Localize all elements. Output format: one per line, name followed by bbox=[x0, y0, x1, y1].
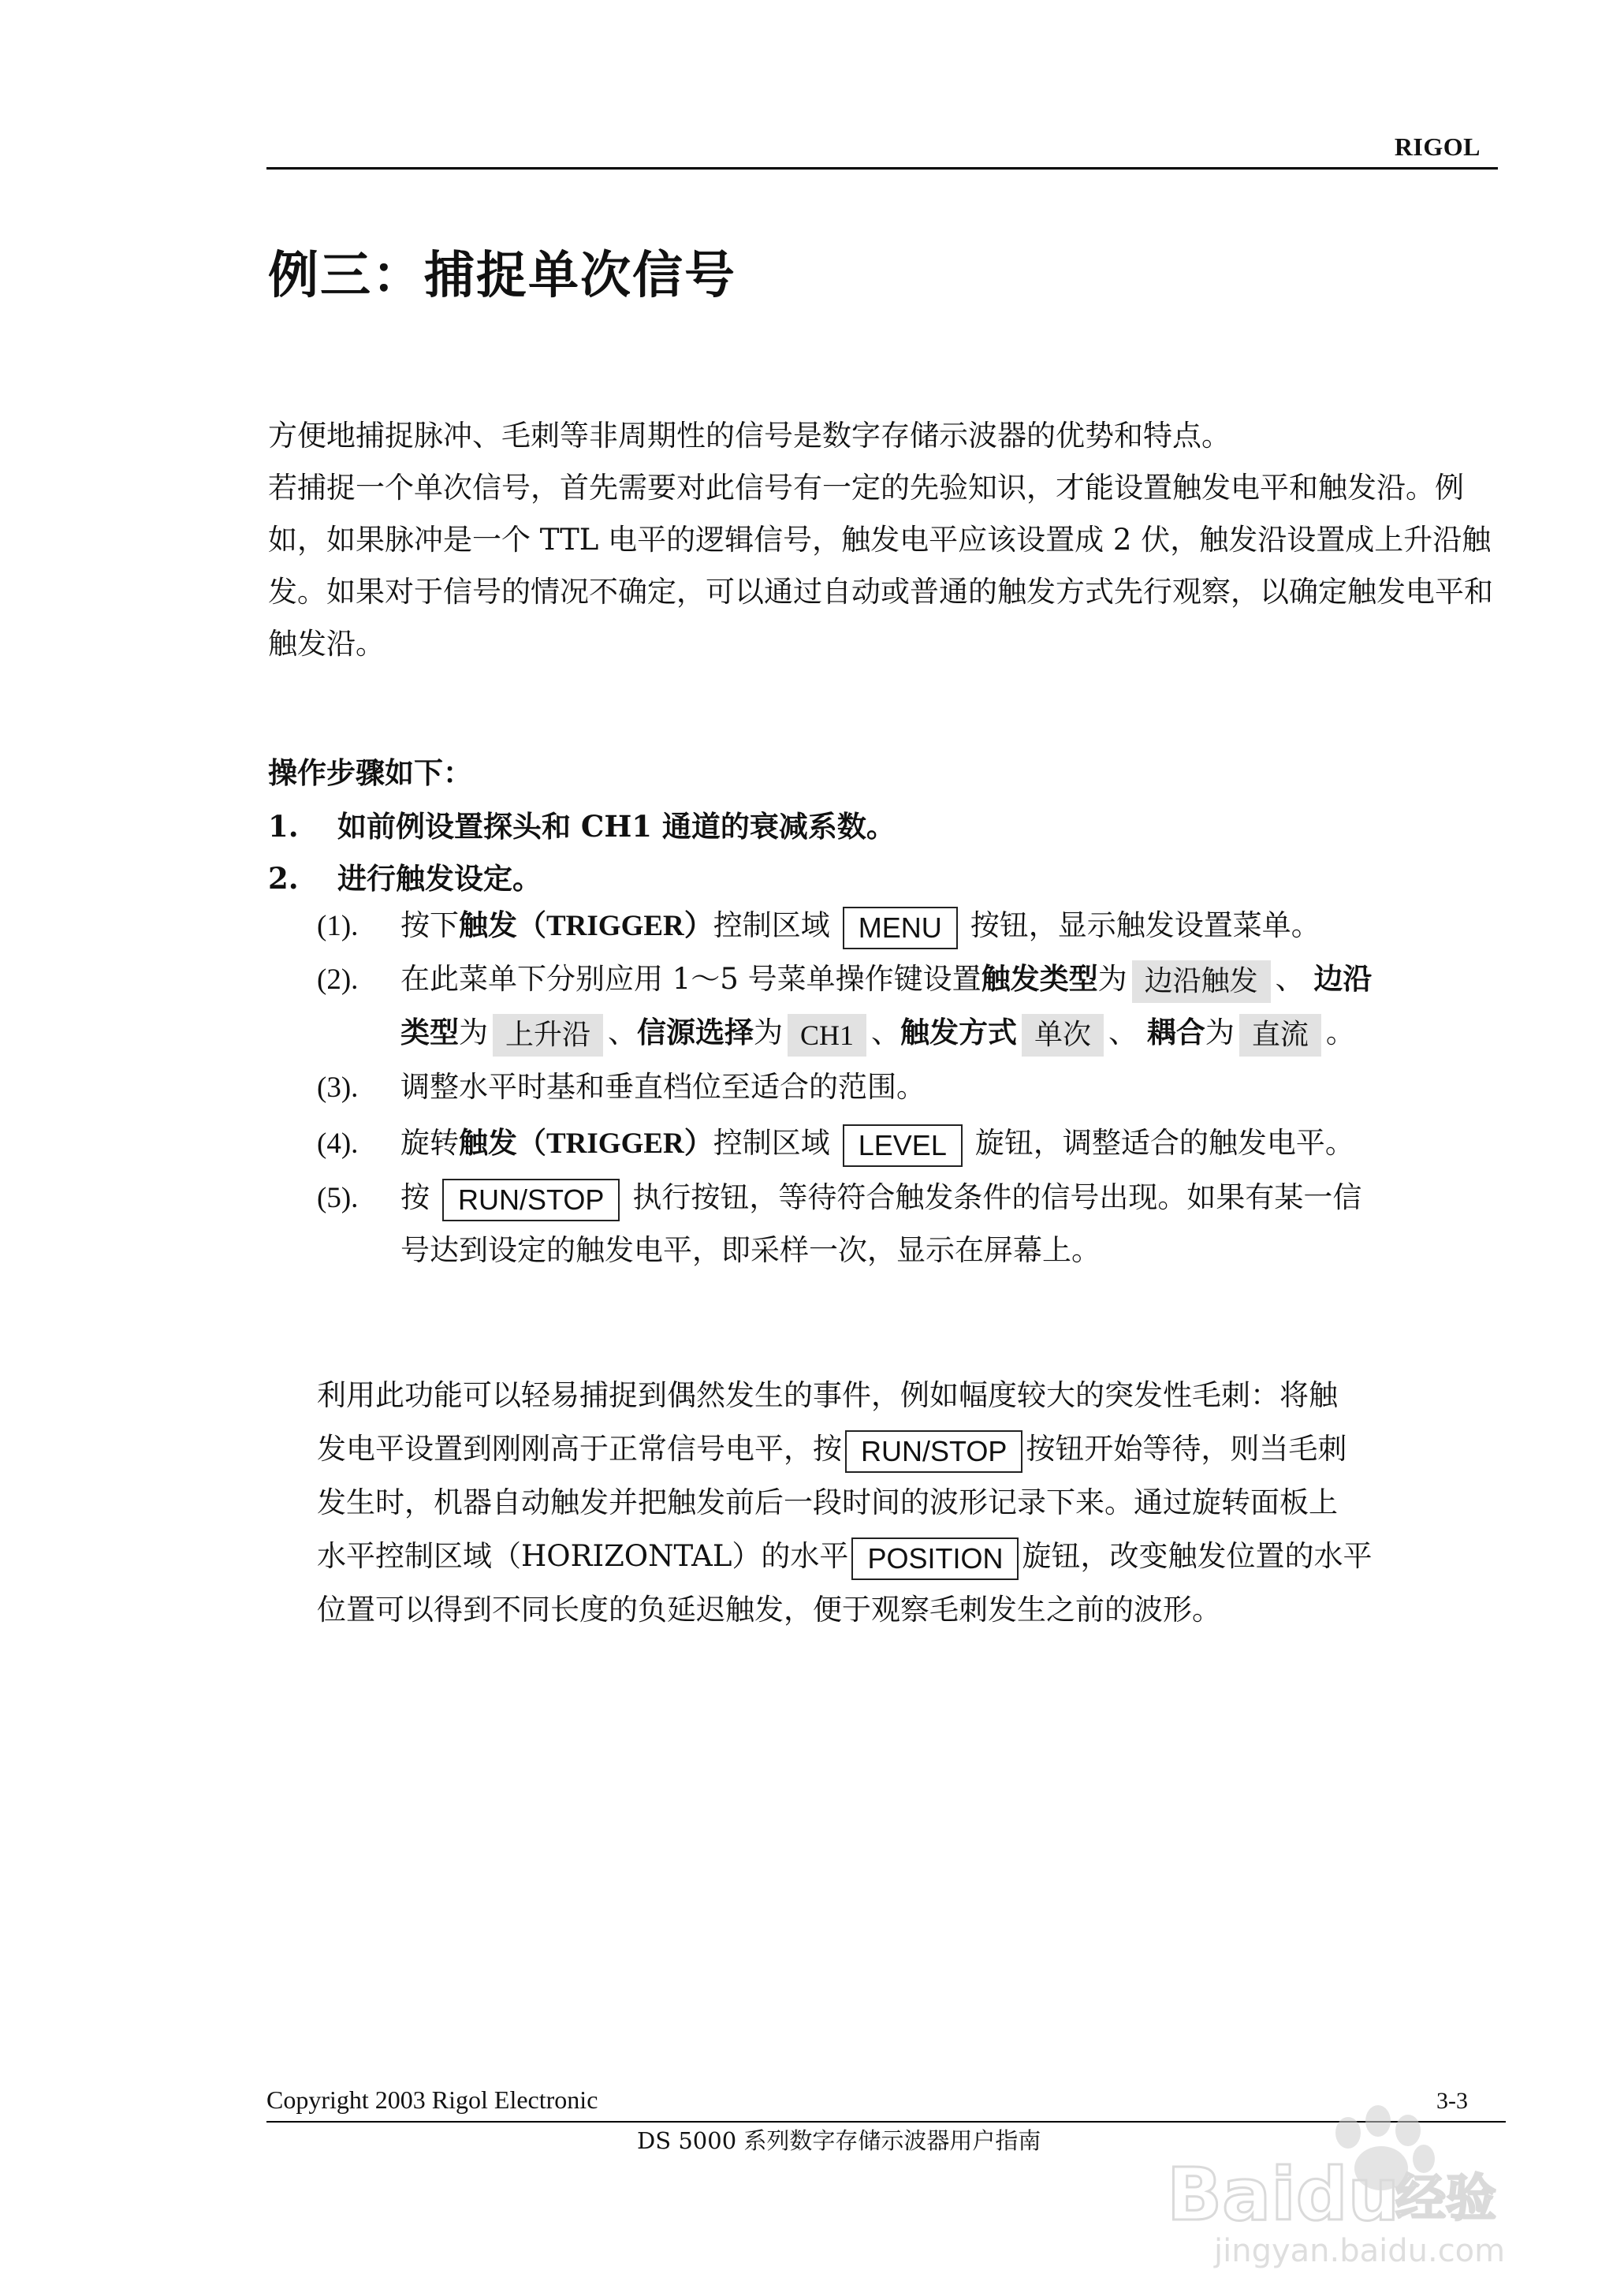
closing-text: 旋钮，改变触发位置的水平 bbox=[1022, 1539, 1373, 1573]
substep-text: 为 bbox=[1205, 1016, 1235, 1049]
bold-term: 边沿 bbox=[1313, 961, 1373, 996]
softkey-value: 边沿触发 bbox=[1132, 960, 1271, 1003]
closing-text: 水平控制区域（HORIZONTAL）的水平 bbox=[317, 1539, 849, 1573]
substep-5 bbox=[317, 1172, 1499, 1277]
position-key-label: POSITION bbox=[851, 1538, 1019, 1580]
substep-text: 为 bbox=[459, 1016, 488, 1049]
header-rule bbox=[266, 167, 1498, 170]
footer-page-number: 3-3 bbox=[1436, 2088, 1468, 2114]
substep-number: (3). bbox=[317, 1072, 359, 1104]
footer-copyright: Copyright 2003 Rigol Electronic bbox=[266, 2085, 598, 2114]
step-item bbox=[268, 855, 542, 897]
bold-term: 触发类型 bbox=[981, 961, 1098, 996]
substep-2 bbox=[317, 952, 1499, 1059]
separator: 、 bbox=[1108, 1016, 1138, 1049]
substep-4 bbox=[317, 1116, 1499, 1170]
run-stop-key-label: RUN/STOP bbox=[845, 1430, 1022, 1473]
step-number: 2. bbox=[268, 861, 299, 896]
substep-3 bbox=[317, 1061, 1499, 1114]
substep-text: 按 bbox=[400, 1180, 430, 1214]
substep-text: 调整水平时基和垂直档位至适合的范围。 bbox=[400, 1070, 926, 1104]
step-number: 1. bbox=[268, 809, 299, 844]
menu-key-label: MENU bbox=[843, 907, 958, 949]
bold-term: 触发 bbox=[459, 1125, 517, 1160]
bold-term: （TRIGGER） bbox=[517, 1128, 713, 1160]
softkey-value: 上升沿 bbox=[493, 1014, 603, 1057]
intro-text bbox=[268, 410, 1498, 670]
substep-text: 旋钮，调整适合的触发电平。 bbox=[974, 1126, 1354, 1160]
footer-doc-title: DS 5000 系列数字存储示波器用户指南 bbox=[637, 2127, 1041, 2154]
bold-term: 类型 bbox=[400, 1015, 459, 1049]
svg-text:经验: 经验 bbox=[1395, 2170, 1496, 2228]
substep-1 bbox=[317, 899, 1499, 952]
page-title: 例三：捕捉单次信号 bbox=[268, 246, 736, 305]
softkey-value: CH1 bbox=[788, 1014, 866, 1057]
softkey-value: 单次 bbox=[1022, 1014, 1104, 1057]
intro-paragraph: 若捕捉一个单次信号，首先需要对此信号有一定的先验知识，才能设置触发电平和触发沿。例如，如果脉冲是一个 TTL 电平的逻辑信号，触发电平应该设置成 2 伏，触发沿设置成上升沿触发。如果对于信号的情况不确定，可以通过自动或普通的触发方式先行观察，以确定触发电平和触发沿。 bbox=[268, 471, 1493, 661]
separator: 、 bbox=[1275, 962, 1305, 996]
substep-text: 旋转 bbox=[400, 1126, 459, 1160]
softkey-value: 直流 bbox=[1239, 1014, 1321, 1057]
intro-paragraph: 方便地捕捉脉冲、毛刺等非周期性的信号是数字存储示波器的优势和特点。 bbox=[268, 419, 1231, 453]
separator: 、 bbox=[608, 1016, 638, 1049]
bold-term: 触发方式 bbox=[900, 1015, 1018, 1049]
substep-number: (2). bbox=[317, 964, 359, 996]
closing-text: 按钮开始等待，则当毛刺 bbox=[1026, 1432, 1347, 1466]
bold-term: （TRIGGER） bbox=[517, 910, 713, 942]
substep-number: (4). bbox=[317, 1128, 359, 1160]
substep-text: 为 bbox=[1097, 962, 1127, 996]
run-stop-key-label: RUN/STOP bbox=[442, 1179, 620, 1221]
svg-text:Baidu: Baidu bbox=[1167, 2152, 1400, 2237]
bold-term: 耦合 bbox=[1146, 1015, 1205, 1049]
bold-term: 信源选择 bbox=[637, 1015, 754, 1049]
steps-heading: 操作步骤如下： bbox=[268, 755, 472, 790]
substep-text: 按下 bbox=[400, 908, 459, 942]
substep-text: 按钮，显示触发设置菜单。 bbox=[970, 908, 1320, 942]
bold-term: 触发 bbox=[459, 908, 517, 942]
baidu-watermark-logo bbox=[1159, 2058, 1569, 2279]
substep-text: 。 bbox=[1325, 1016, 1355, 1049]
substep-number: (1). bbox=[317, 910, 359, 942]
closing-line bbox=[317, 1530, 1499, 1583]
substep-text: 控制区域 bbox=[713, 1126, 830, 1160]
closing-line: 利用此功能可以轻易捕捉到偶然发生的事件，例如幅度较大的突发性毛刺：将触 bbox=[317, 1378, 1338, 1412]
closing-line bbox=[317, 1422, 1499, 1476]
closing-text: 发电平设置到刚刚高于正常信号电平，按 bbox=[317, 1432, 842, 1466]
substep-text: 控制区域 bbox=[713, 908, 830, 942]
closing-paragraph bbox=[317, 1369, 1499, 1637]
substep-number: (5). bbox=[317, 1182, 359, 1214]
substep-text: 在此菜单下分别应用 1～5 号菜单操作键设置 bbox=[400, 962, 981, 996]
header-brand: RIGOL bbox=[1394, 132, 1481, 161]
level-key-label: LEVEL bbox=[843, 1124, 963, 1167]
step-text: 如前例设置探头和 CH1 通道的衰减系数。 bbox=[337, 809, 896, 844]
svg-text:jingyan.baidu.com: jingyan.baidu.com bbox=[1214, 2233, 1506, 2269]
closing-line: 位置可以得到不同长度的负延迟触发，便于观察毛刺发生之前的波形。 bbox=[317, 1593, 1221, 1627]
separator: 、 bbox=[871, 1016, 901, 1049]
step-text: 进行触发设定。 bbox=[337, 861, 542, 896]
substep-continuation: 号达到设定的触发电平，即采样一次，显示在屏幕上。 bbox=[400, 1233, 1101, 1267]
closing-line: 发生时，机器自动触发并把触发前后一段时间的波形记录下来。通过旋转面板上 bbox=[317, 1485, 1338, 1519]
substep-continuation bbox=[317, 1006, 1499, 1059]
substep-text: 为 bbox=[754, 1016, 784, 1049]
step-item bbox=[268, 803, 896, 845]
substep-text: 执行按钮，等待符合触发条件的信号出现。如果有某一信 bbox=[632, 1180, 1362, 1214]
